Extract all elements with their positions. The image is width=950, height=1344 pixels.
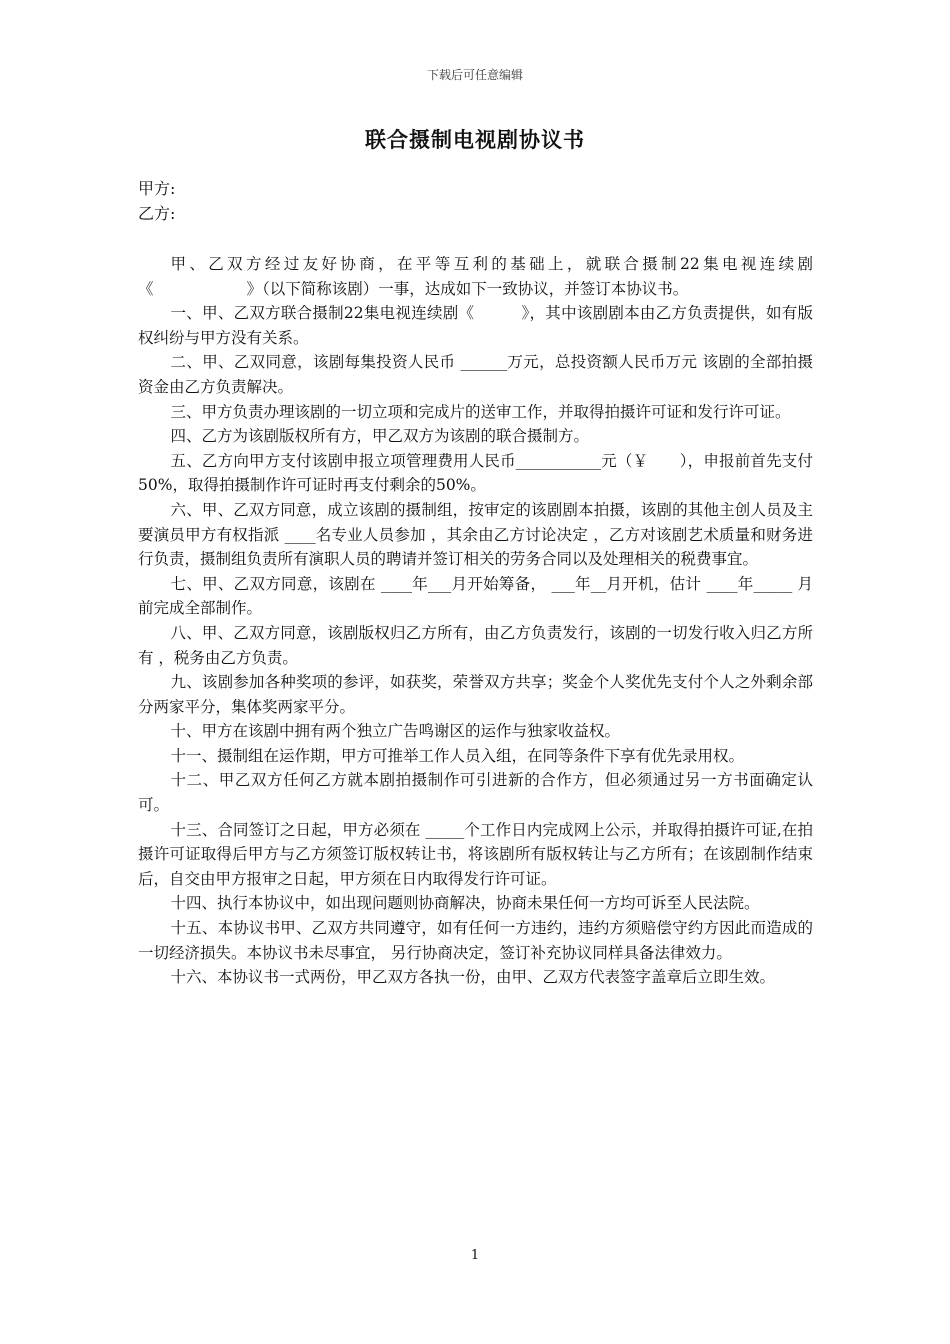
clause-10: 十、甲方在该剧中拥有两个独立广告鸣谢区的运作与独家收益权。 [170,722,621,741]
clause-15: 十五、本协议书甲、乙双方共同遵守，如有任何一方违约，违约方须赔偿守约方因此而造成的一切经济损失。本协议书未尽事宜， 另行协商决定，签订补充协议同样具备法律效力。 [138,919,813,962]
clause-5: 五、乙方向甲方支付该剧申报立项管理费用人民币___________元（￥ ），申报前首先支付50%，取得拍摄制作许可证时再支付剩余的50%。 [138,451,813,495]
clause-13: 十三、合同签订之日起，甲方必须在 _____个工作日内完成网上公示，并取得拍摄许可证,在拍摄许可证取得后甲方与乙方须签订版权转让书，将该剧所有版权转让与乙方所有；在该剧制作结束后，自交由甲方报审之日起，甲方须在日内取得发行许可证。 [138,820,813,888]
party-a-label: 甲方: [138,179,176,198]
clause-7: 七、甲、乙双方同意，该剧在 ____年___月开始筹备， ___年__月开机，估计 ____年_____ 月前完成全部制作。 [138,574,813,618]
page-number: 1 [470,1248,480,1263]
clause-8: 八、甲、乙双方同意，该剧版权归乙方所有，由乙方负责发行，该剧的一切发行收入归乙方所有 ，税务由乙方负责。 [138,623,813,667]
clause-16: 十六、本协议书一式两份，甲乙双方各执一份，由甲、乙双方代表签字盖章后立即生效。 [170,968,776,987]
clause-12: 十二、甲乙双方任何乙方就本剧拍摄制作可引进新的合作方，但必须通过另一方书面确定认可。 [138,771,813,815]
clause-9: 九、该剧参加各种奖项的参评，如获奖，荣誉双方共享；奖金个人奖优先支付个人之外剩余部分两家平分，集体奖两家平分。 [138,673,813,716]
clause-3: 三、甲方负责办理该剧的一切立项和完成片的送审工作，并取得拍摄许可证和发行许可证。 [170,402,791,421]
clause-11: 十一、摄制组在运作期，甲方可推举工作人员入组，在同等条件下享有优先录用权。 [170,746,745,765]
clause-1: 一、甲、乙双方联合摄制22集电视连续剧《 》，其中该剧剧本由乙方负责提供，如有版权纠纷与甲方没有关系。 [138,304,813,347]
page-header: 下载后可任意编辑 [426,68,523,82]
agreement-body [138,252,813,990]
clause-2: 二、甲、乙双同意，该剧每集投资人民币 ______万元，总投资额人民币万元 该剧的全部拍摄资金由乙方负责解决。 [138,353,813,396]
intro-paragraph: 甲、乙双方经过友好协商，在平等互利的基础上，就联合摄制22集电视连续剧《 》（以下简称该剧）一事，达成如下一致协议，并签订本协议书。 [138,255,813,298]
party-b-label: 乙方: [138,204,176,223]
clause-6: 六、甲、乙双方同意，成立该剧的摄制组，按审定的该剧剧本拍摄，该剧的其他主创人员及主要演员甲方有权指派 ____名专业人员参加 ，其余由乙方讨论决定 ，乙方对该剧艺术质量和财务进行负责，摄制组负责所有演职人员的聘请并签订相关的劳务合同以及处理相关的税费事宜。 [138,500,813,569]
clause-14: 十四、执行本协议中，如出现问题则协商解决，协商未果任何一方均可诉至人民法院。 [170,894,760,913]
document-title: 联合摄制电视剧协议书 [365,127,585,152]
clause-4: 四、乙方为该剧版权所有方，甲乙双方为该剧的联合摄制方。 [170,427,590,446]
